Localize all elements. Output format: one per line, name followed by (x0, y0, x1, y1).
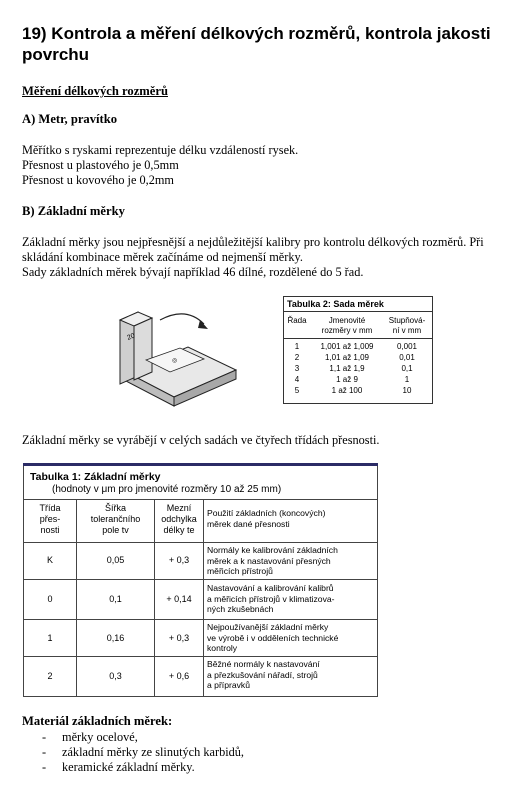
table-2-cell: 1 až 100 (331, 386, 363, 395)
table-1-cell: Nejpoužívanější základní měrky ve výrobě i v odděleních technické kontroly (207, 622, 339, 653)
gauge-mark-icon: ◎ (172, 358, 178, 364)
table-2-cell: 1 až 9 (336, 375, 358, 384)
table-1-caption: Tabulka 1: Základní měrky (30, 471, 161, 483)
figure-label: 20 (126, 332, 137, 342)
table-2-cell: 1,001 až 1,009 (320, 342, 374, 351)
table-2-divider (284, 338, 432, 339)
table-1-cell: + 0,6 (168, 671, 190, 681)
table-1-cell: 0,05 (106, 555, 125, 565)
material-list (42, 730, 244, 775)
section-heading-measurement: Měření délkových rozměrů (22, 84, 168, 98)
list-item: - keramické základní měrky. (42, 760, 244, 775)
section-b-line: skládání kombinace měrek začínáme od nejmenší měrky. (22, 250, 303, 264)
section-a-text (22, 143, 298, 188)
table-1-cell: + 0,14 (166, 594, 192, 604)
table-1-header-deviation: Mezní odchylka délky te (161, 503, 197, 535)
table-2 (283, 296, 433, 404)
section-a-line: Přesnost u kovového je 0,2mm (22, 173, 174, 187)
table-2-cell: 1 (294, 342, 300, 351)
table-1-divider (76, 499, 77, 697)
table-2-cell: 0,01 (399, 353, 415, 362)
material-heading: Materiál základních měrek: (22, 714, 173, 728)
table-1-header-class: Třída přes- nosti (39, 503, 61, 535)
table-1 (23, 463, 378, 697)
table-1-cell: Běžné normály k nastavování a přezkušování nářadí, strojů a přípravků (207, 659, 320, 690)
table-2-cell: 10 (402, 386, 412, 395)
table-1-cell: 0,3 (109, 671, 122, 681)
classes-text: Základní měrky se vyrábějí v celých sadách ve čtyřech třídách přesnosti. (22, 433, 380, 447)
table-2-cell: 1,1 až 1,9 (329, 364, 365, 373)
table-2-header-row: Řada (287, 316, 307, 325)
table-1-divider (154, 499, 155, 697)
table-1-cell: Nastavování a kalibrování kalibrů a měřicích přístrojů v klimatizova- ných zkušebnách (207, 583, 335, 614)
table-1-cell: + 0,3 (168, 555, 190, 565)
table-1-cell: 0,16 (106, 633, 125, 643)
section-b-heading: B) Základní měrky (22, 204, 125, 218)
table-1-cell: Normály ke kalibrování základních měrek a k nastavování přesných měřicích přístrojů (207, 545, 338, 576)
table-2-cell: 1 (404, 375, 410, 384)
list-item: - základní měrky ze slinutých karbidů, (42, 745, 244, 760)
list-item: - měrky ocelové, (42, 730, 244, 745)
table-2-caption: Tabulka 2: Sada měrek (287, 299, 384, 309)
table-1-cell: 2 (47, 671, 53, 681)
table-1-accent-bar (23, 463, 378, 466)
table-1-cell: 0,1 (109, 594, 122, 604)
section-a-heading: A) Metr, pravítko (22, 112, 118, 126)
section-b-line: Základní měrky jsou nejpřesnější a nejdůležitější kalibry pro kontrolu délkových rozměrů. Při (22, 235, 484, 249)
table-1-header-width: Šířka tolerančního pole tv (90, 503, 141, 535)
table-2-header-size: Jmenovité rozměry v mm (321, 316, 373, 335)
gauge-block-illustration (108, 302, 263, 412)
page-title: 19) Kontrola a měření délkových rozměrů, kontrola jakosti povrchu (22, 24, 491, 64)
table-2-cell: 1,01 až 1,09 (324, 353, 370, 362)
section-b-line: Sady základních měrek bývají například 46 dílné, rozdělené do 5 řad. (22, 265, 364, 279)
table-2-cell: 0,1 (401, 364, 413, 373)
table-1-cell: 0 (47, 594, 53, 604)
table-1-cell: K (46, 555, 53, 565)
table-2-divider (284, 311, 432, 312)
table-2-cell: 4 (294, 375, 300, 384)
table-1-divider (203, 499, 204, 697)
section-b-text (22, 235, 484, 280)
table-1-subcaption: (hodnoty v μm pro jmenovité rozměry 10 až 25 mm) (52, 484, 282, 495)
table-2-header-step: Stupňová- ní v mm (388, 316, 426, 335)
table-1-cell: 1 (47, 633, 53, 643)
section-a-line: Přesnost u plastového je 0,5mm (22, 158, 179, 172)
table-2-cell: 3 (294, 364, 300, 373)
table-2-cell: 5 (294, 386, 300, 395)
table-1-header-use: Použití základních (koncových) měrek dané přesnosti (207, 508, 326, 529)
table-2-cell: 0,001 (396, 342, 418, 351)
table-1-cell: + 0,3 (168, 633, 190, 643)
section-a-line: Měřítko s ryskami reprezentuje délku vzdáleností rysek. (22, 143, 299, 157)
table-2-cell: 2 (294, 353, 300, 362)
